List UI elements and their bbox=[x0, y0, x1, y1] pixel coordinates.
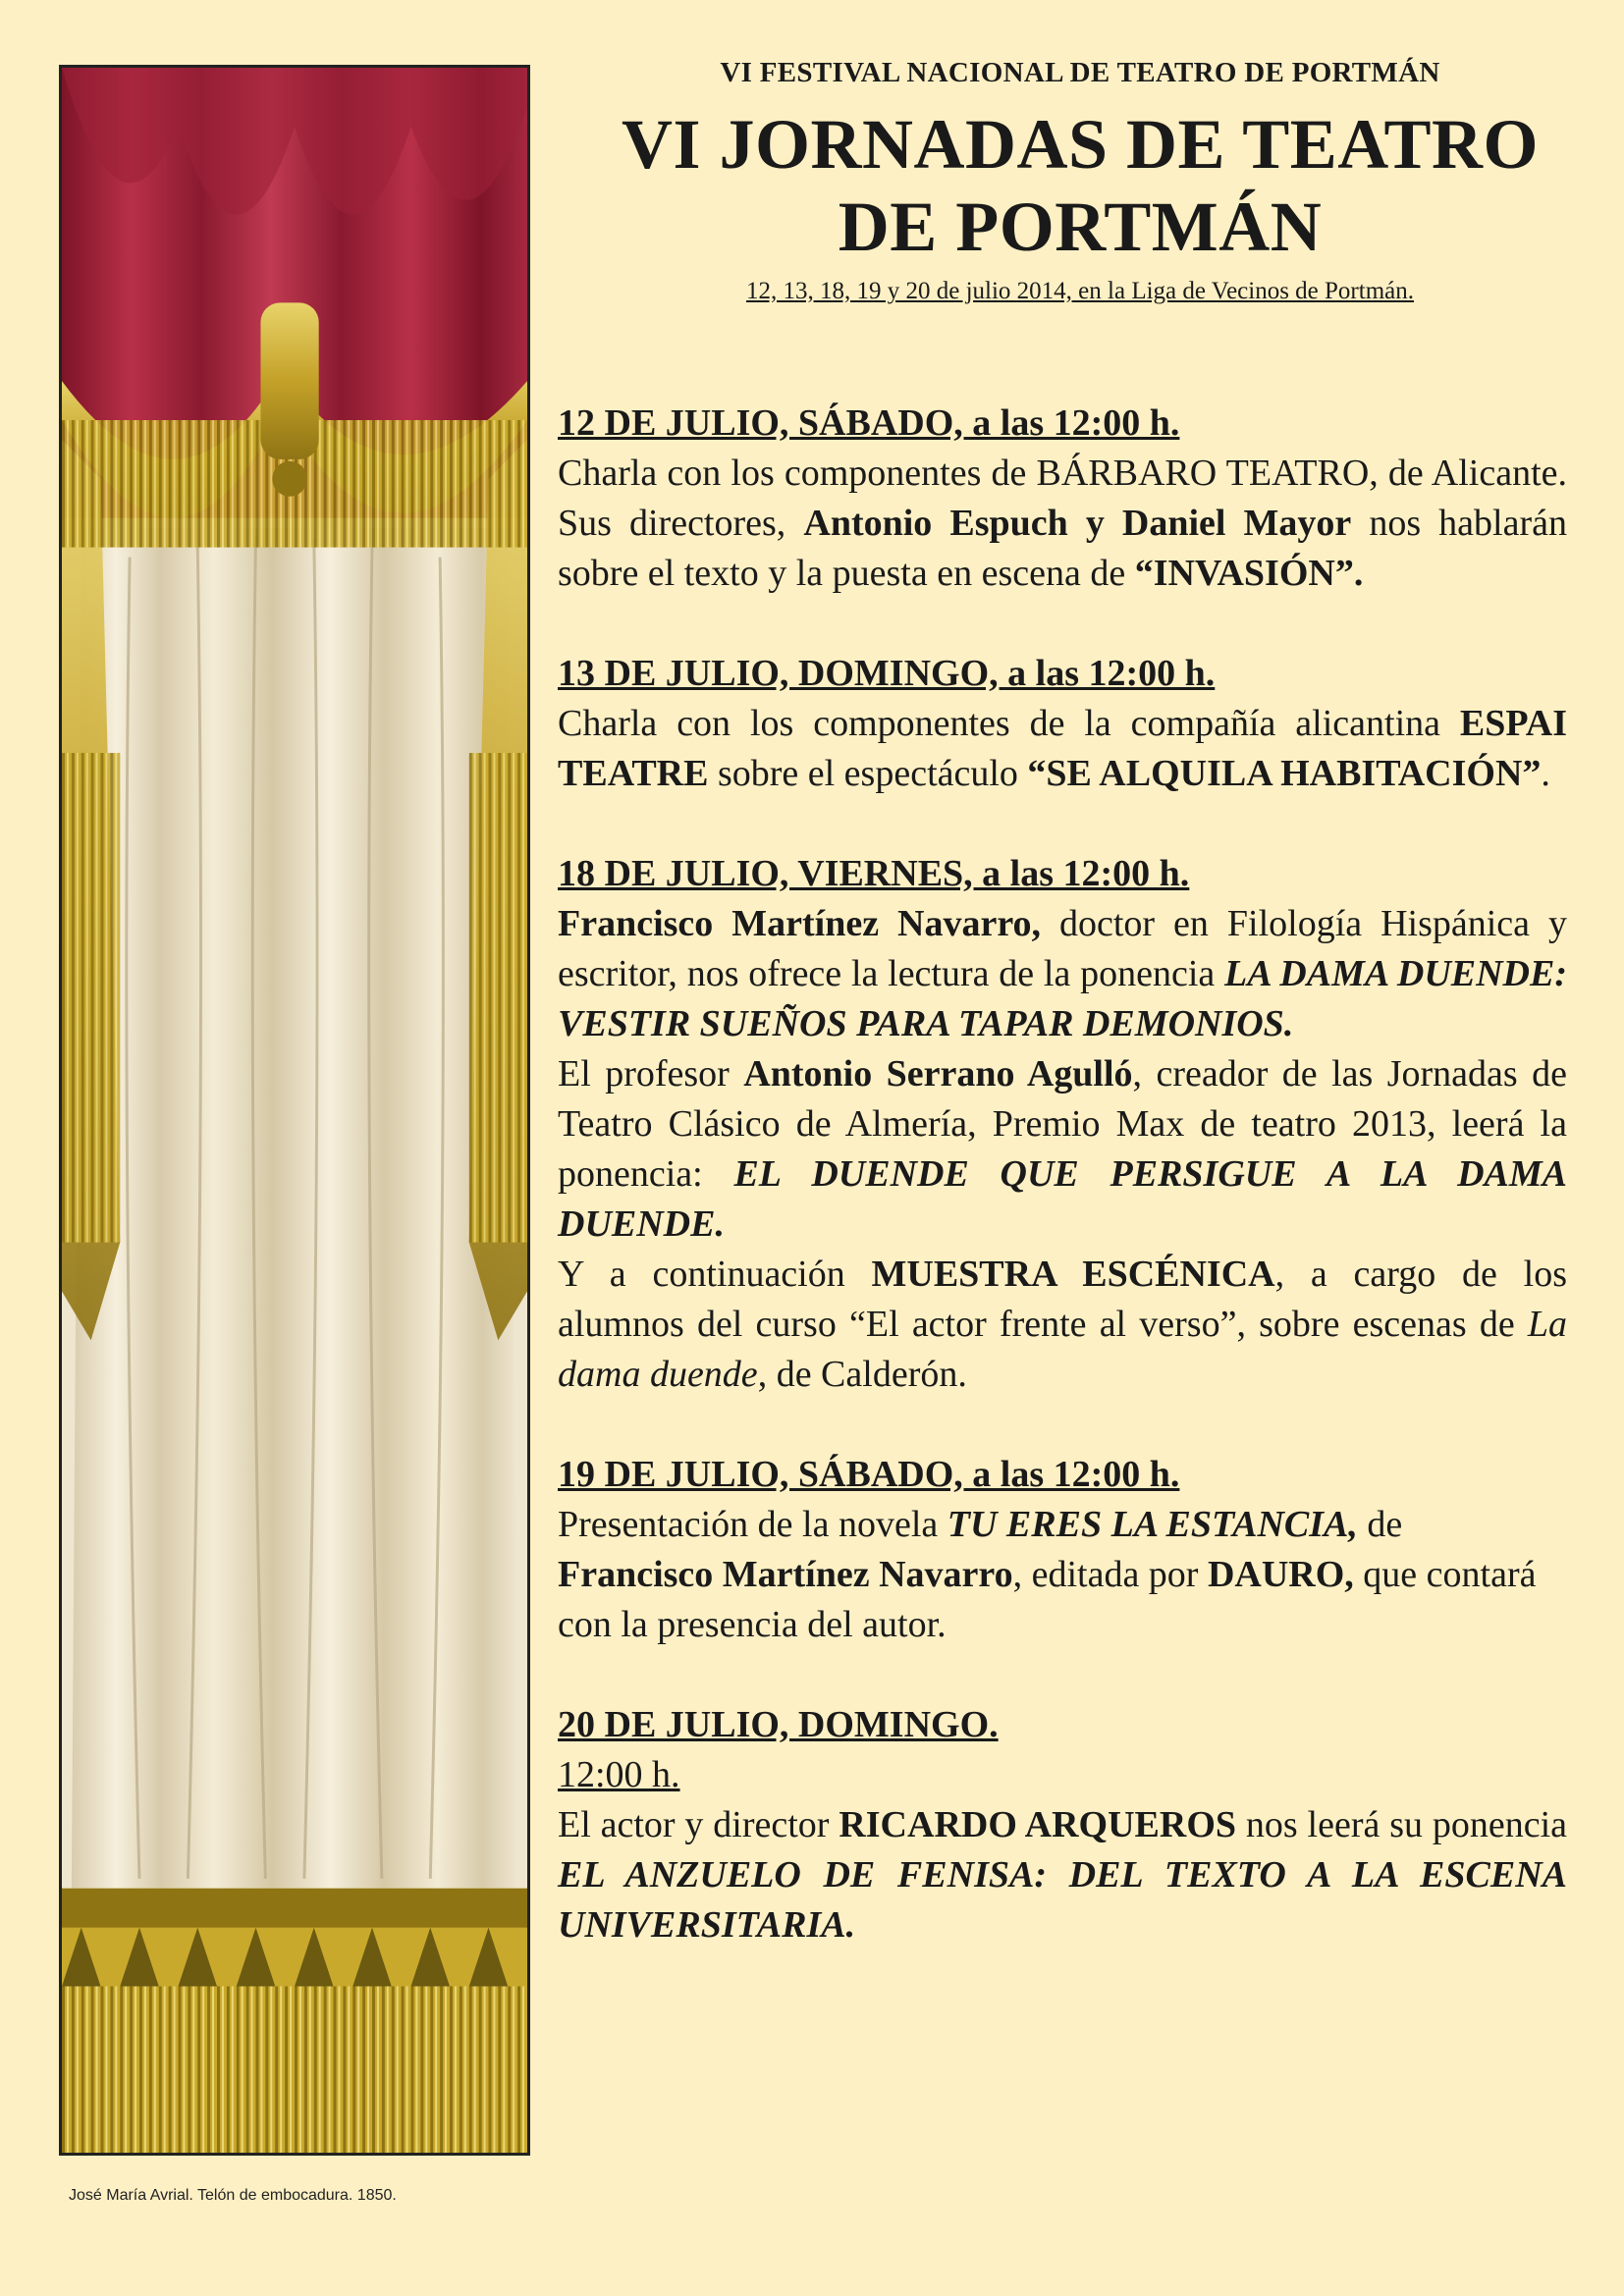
lecture-title: EL ANZUELO DE FENISA: DEL TEXTO A LA ESCENA UNIVERSITARIA. bbox=[558, 1854, 1567, 1946]
speaker-name: Antonio Serrano Agulló bbox=[743, 1053, 1133, 1095]
author-name: Francisco Martínez Navarro bbox=[558, 1554, 1013, 1595]
event-item bbox=[558, 399, 1567, 599]
play-title: La dama duende bbox=[558, 1304, 1567, 1395]
event-description bbox=[558, 899, 1567, 1049]
event-item bbox=[558, 649, 1567, 799]
event-heading: 12 DE JULIO, SÁBADO, a las 12:00 h. bbox=[558, 402, 1180, 444]
image-caption: José María Avrial. Telón de embocadura. 1850. bbox=[69, 2187, 397, 2204]
text-run: Presentación de la novela bbox=[558, 1504, 947, 1545]
poster-header bbox=[569, 57, 1591, 305]
event-heading: 19 DE JULIO, SÁBADO, a las 12:00 h. bbox=[558, 1454, 1180, 1495]
text-run: de bbox=[1357, 1504, 1403, 1545]
speakers: Antonio Espuch y Daniel Mayor bbox=[803, 503, 1352, 544]
publisher-name: DAURO, bbox=[1207, 1554, 1354, 1595]
event-time: 12:00 h. bbox=[558, 1754, 680, 1795]
curtain-image bbox=[62, 68, 527, 2153]
text-run: , de Calderón. bbox=[757, 1354, 967, 1395]
text-run: nos hablarán sobre el texto y la puesta en escena de bbox=[558, 503, 1567, 594]
text-run: . bbox=[1541, 753, 1550, 794]
lecture-title: LA DAMA DUENDE: VESTIR SUEÑOS PARA TAPAR DEMONIOS. bbox=[558, 953, 1567, 1044]
showcase-name: MUESTRA ESCÉNICA bbox=[871, 1254, 1275, 1295]
text-run: sobre el espectáculo bbox=[708, 753, 1028, 794]
text-run: , a cargo de los alumnos del curso “El actor frente al verso”, sobre escenas de bbox=[558, 1254, 1568, 1345]
page-title bbox=[569, 103, 1591, 268]
event-item bbox=[558, 1450, 1567, 1650]
event-description bbox=[558, 1800, 1567, 1950]
text-run: nos leerá su ponencia bbox=[1236, 1804, 1568, 1845]
speaker-name: Francisco Martínez Navarro, bbox=[558, 903, 1042, 944]
event-item bbox=[558, 849, 1567, 1400]
festival-name: VI FESTIVAL NACIONAL DE TEATRO DE PORTMÁN bbox=[720, 57, 1440, 88]
event-item bbox=[558, 1700, 1567, 1950]
play-title: “SE ALQUILA HABITACIÓN” bbox=[1027, 753, 1542, 794]
company-name: ESPAI TEATRE bbox=[558, 703, 1567, 794]
title-line-1: VI JORNADAS DE TEATRO bbox=[622, 105, 1539, 184]
curtain-illustration bbox=[59, 65, 530, 2156]
event-description bbox=[558, 449, 1567, 599]
event-description bbox=[558, 699, 1567, 799]
event-heading: 20 DE JULIO, DOMINGO. bbox=[558, 1704, 999, 1745]
event-description bbox=[558, 1250, 1567, 1400]
lecture-title: EL DUENDE QUE PERSIGUE A LA DAMA DUENDE. bbox=[558, 1153, 1567, 1245]
event-heading: 13 DE JULIO, DOMINGO, a las 12:00 h. bbox=[558, 653, 1216, 694]
text-run: que contará con la presencia del autor. bbox=[558, 1554, 1537, 1645]
event-dates: 12, 13, 18, 19 y 20 de julio 2014, en la Liga de Vecinos de Portmán. bbox=[746, 278, 1414, 304]
event-list bbox=[558, 399, 1567, 2001]
text-run: , creador de las Jornadas de Teatro Clásico de Almería, Premio Max de teatro 2013, leerá la ponencia: bbox=[558, 1053, 1567, 1195]
text-run: Charla con los componentes de BÁRBARO TEATRO, de Alicante. Sus directores, bbox=[558, 453, 1567, 544]
play-title: “INVASIÓN”. bbox=[1134, 553, 1364, 594]
event-description bbox=[558, 1049, 1567, 1250]
novel-title: TU ERES LA ESTANCIA, bbox=[947, 1504, 1358, 1545]
text-run: Charla con los componentes de la compañía alicantina bbox=[558, 703, 1460, 744]
event-heading: 18 DE JULIO, VIERNES, a las 12:00 h. bbox=[558, 853, 1190, 894]
text-run: El profesor bbox=[558, 1053, 744, 1095]
speaker-name: RICARDO ARQUEROS bbox=[839, 1804, 1237, 1845]
title-line-2: DE PORTMÁN bbox=[838, 187, 1323, 266]
text-run: , editada por bbox=[1012, 1554, 1208, 1595]
event-description bbox=[558, 1500, 1567, 1650]
text-run: doctor en Filología Hispánica y escritor, nos ofrece la lectura de la ponencia bbox=[558, 903, 1567, 994]
text-run: El actor y director bbox=[558, 1804, 839, 1845]
text-run: Y a continuación bbox=[558, 1254, 872, 1295]
